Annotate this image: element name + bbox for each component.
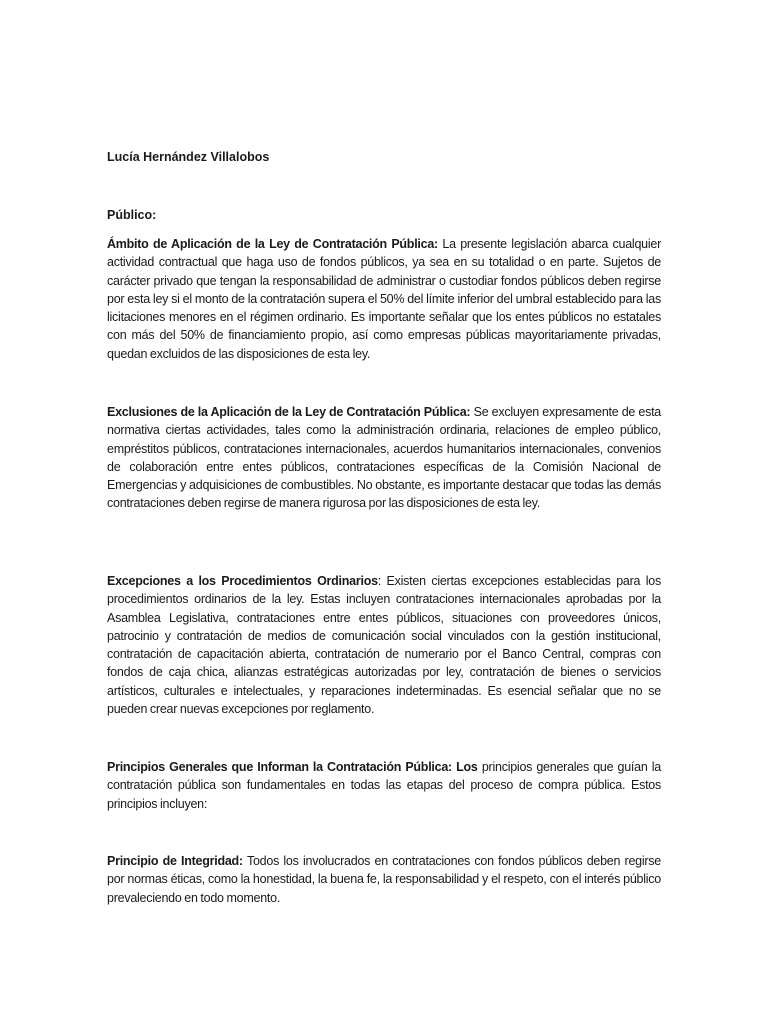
- paragraph-principles: [107, 758, 661, 813]
- paragraph-scope: [107, 235, 661, 363]
- paragraph-lead: Excepciones a los Procedimientos Ordinarios: [107, 574, 378, 588]
- paragraph-exclusions: [107, 403, 661, 513]
- paragraph-text: La presente legislación abarca cualquier actividad contractual que haga uso de fondos públicos, ya sea en su totalidad o en parte. Sujetos de carácter privado que tengan la responsabilidad de administrar o custodiar fondos públicos deben regirse por esta ley si el monto de la contratación supera el 50% del límite inferior del umbral establecido para las licitaciones menores en el régimen ordinario. Es importante señalar que los entes públicos no estatales con más del 50% de financiamiento propio, así como empresas públicas mayoritariamente privadas, quedan excluidos de las disposiciones de esta ley.: [107, 237, 661, 361]
- paragraph-lead: Principios Generales que Informan la Contratación Pública: Los: [107, 760, 478, 774]
- paragraph-text: Todos los involucrados en contrataciones con fondos públicos deben regirse por normas éticas, como la honestidad, la buena fe, la responsabilidad y el respeto, con el interés público prevaleciendo en todo momento.: [107, 854, 662, 905]
- paragraph-text: : Existen ciertas excepciones establecidas para los procedimientos ordinarios de la ley. Estas incluyen contrataciones internacionales aprobadas por la Asamblea Legislativa, contrataciones entre entes públicos, situaciones con proveedores únicos, patrocinio y contratación de medios de comunicación social vinculados con la gestión institucional, contratación de capacitación abierta, contratación de numerario por el Banco Central, compras con fondos de caja chica, alianzas estratégicas autorizadas por ley, contratación de bienes o servicios artísticos, culturales e intelectuales, y reparaciones indeterminadas. Es esencial señalar que no se pueden crear nuevas excepciones por reglamento.: [107, 574, 661, 717]
- paragraph-text: Se excluyen expresamente de esta normativa ciertas actividades, tales como la administración ordinaria, relaciones de empleo público, empréstitos públicos, contrataciones internacionales, acuerdos humanitarios internacionales, convenios de colaboración entre entes públicos, contrataciones específicas de la Comisión Nacional de Emergencias y adquisiciones de combustibles. No obstante, es importante destacar que todas las demás contrataciones deben regirse de manera rigurosa por las disposiciones de esta ley.: [107, 405, 662, 511]
- author-name: Lucía Hernández Villalobos: [107, 150, 270, 164]
- paragraph-lead: Ámbito de Aplicación de la Ley de Contratación Pública:: [107, 237, 438, 251]
- paragraph-lead: Principio de Integridad:: [107, 854, 243, 868]
- paragraph-exceptions: [107, 572, 661, 718]
- paragraph-integrity: [107, 852, 661, 907]
- paragraph-text: principios generales que guían la contratación pública son fundamentales en todas las etapas del proceso de compra pública. Estos principios incluyen:: [107, 760, 661, 811]
- paragraph-lead: Exclusiones de la Aplicación de la Ley de Contratación Pública:: [107, 405, 471, 419]
- section-heading: Público:: [107, 208, 157, 222]
